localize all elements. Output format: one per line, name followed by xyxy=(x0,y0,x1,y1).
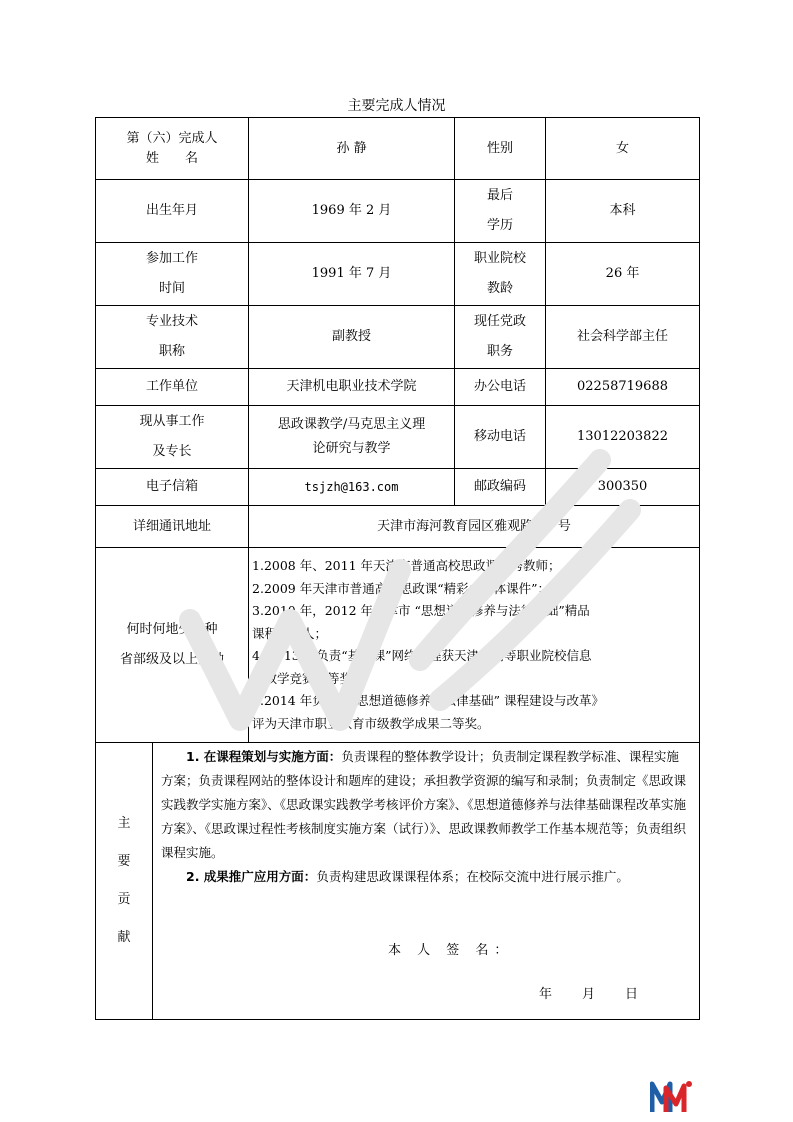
edu-label xyxy=(455,180,546,243)
unit-value: 天津机电职业技术学院 xyxy=(249,369,455,406)
date-day: 日 xyxy=(625,987,639,1002)
work-start-label-line1: 参加工作 xyxy=(146,251,199,266)
p1-heading: 1. 在课程策划与实施方面： xyxy=(186,749,342,764)
mobile-value: 13012203822 xyxy=(546,406,700,469)
contribution-label-char: 要 xyxy=(117,854,131,869)
awards-line: 1.2008 年、2011 年天津市普通高校思政课优秀教师； xyxy=(252,558,561,573)
specialty-value-line1: 思政课教学/马克思主义理 xyxy=(277,417,426,432)
name-label-line2: 姓 名 xyxy=(146,150,199,166)
school-age-value: 26 年 xyxy=(546,243,700,306)
awards-label xyxy=(96,548,249,743)
gender-value: 女 xyxy=(546,118,700,180)
address-value: 天津市海河教育园区雅观路 19 号 xyxy=(249,506,700,548)
contribution-label-char: 献 xyxy=(117,930,131,945)
awards-line: 化教学竞赛三等奖； xyxy=(252,670,365,686)
page-title: 主要完成人情况 xyxy=(347,98,446,114)
date-month: 月 xyxy=(582,987,596,1002)
awards-line: 评为天津市职业教育市级教学成果二等奖。 xyxy=(252,715,490,731)
post-label-line1: 现任党政 xyxy=(474,314,527,329)
contribution-paragraph-1 xyxy=(161,745,691,865)
pro-title-value: 副教授 xyxy=(249,306,455,369)
address-label: 详细通讯地址 xyxy=(96,506,249,548)
contribution-label-char: 主 xyxy=(117,816,131,831)
specialty-label-line1: 现从事工作 xyxy=(139,414,205,429)
work-start-value: 1991 年 7 月 xyxy=(249,243,455,306)
unit-label: 工作单位 xyxy=(96,369,249,406)
awards-line: 3.2010 年，2012 年天津市 “思想道德修养与法律基础”精品 xyxy=(252,603,590,618)
pro-title-label-line1: 专业技术 xyxy=(146,314,199,329)
contribution-paragraph-2 xyxy=(161,865,691,889)
main-table xyxy=(95,117,700,1020)
awards-line: 5.2014 年负责《“思想道德修养与法律基础” 课程建设与改革》 xyxy=(252,693,604,708)
p2-text: 负责构建思政课课程体系；在校际交流中进行展示推广。 xyxy=(316,869,629,884)
mobile-label: 移动电话 xyxy=(455,406,546,469)
specialty-label-line2: 及专长 xyxy=(152,444,192,459)
office-phone-label: 办公电话 xyxy=(455,369,546,406)
awards-list xyxy=(249,548,700,743)
pro-title-label xyxy=(96,306,249,369)
name-value: 孙 静 xyxy=(249,118,455,180)
signature-date xyxy=(539,983,638,1007)
gender-label: 性别 xyxy=(455,118,546,180)
school-age-label-line1: 职业院校 xyxy=(474,251,527,266)
edu-label-line1: 最后 xyxy=(487,188,514,203)
school-age-label xyxy=(455,243,546,306)
awards-line: 4. 2013 年负责“基础课”网络课程获天津市高等职业院校信息 xyxy=(252,648,592,663)
awards-line: 课程负责人； xyxy=(252,625,328,641)
name-label-line1: 第（六）完成人 xyxy=(126,130,218,146)
contribution-label-char: 贡 xyxy=(117,892,131,907)
specialty-label xyxy=(96,406,249,469)
p2-heading: 2. 成果推广应用方面： xyxy=(186,869,317,884)
p1-text: 负责课程的整体教学设计；负责制定课程教学标准、课程实施方案；负责课程网站的整体设计和题库的建设；承担教学资源的编写和录制；负责制定《思政课实践教学实施方案》、《思政课实践教学考核评价方案》、《思想道德修养与法律基础课程改革实施方案》、《思政课过程性考核制度实施方案（试行）》、思政课教师教学工作基本规范等；负责组织课程实施。 xyxy=(161,749,687,860)
postcode-value: 300350 xyxy=(546,469,700,506)
pro-title-label-line2: 职称 xyxy=(159,344,186,359)
work-start-label xyxy=(96,243,249,306)
post-label xyxy=(455,306,546,369)
awards-label-line2: 省部级及以上奖励 xyxy=(120,652,225,667)
name-label xyxy=(96,118,249,180)
contribution-label xyxy=(96,743,153,1020)
edu-value: 本科 xyxy=(546,180,700,243)
email-label: 电子信箱 xyxy=(96,469,249,506)
birth-label: 出生年月 xyxy=(96,180,249,243)
specialty-value-line2: 论研究与教学 xyxy=(312,441,391,456)
edu-label-line2: 学历 xyxy=(487,218,514,233)
birth-value: 1969 年 2 月 xyxy=(249,180,455,243)
awards-line: 2.2009 年天津市普通高校思政课“精彩多媒体课件”； xyxy=(252,580,551,596)
office-phone-value: 02258719688 xyxy=(546,369,700,406)
post-label-line2: 职务 xyxy=(487,344,514,359)
post-value: 社会科学部主任 xyxy=(546,306,700,369)
signature-label: 本 人 签 名： xyxy=(388,943,514,958)
awards-label-line1: 何时何地受何种 xyxy=(126,622,218,637)
contribution-content xyxy=(153,743,700,1020)
work-start-label-line2: 时间 xyxy=(159,281,186,296)
specialty-value xyxy=(249,406,455,469)
email-value: tsjzh@163.com xyxy=(249,469,455,506)
date-year: 年 xyxy=(539,987,553,1002)
brand-logo-icon xyxy=(650,1078,694,1114)
school-age-label-line2: 教龄 xyxy=(487,281,514,296)
postcode-label: 邮政编码 xyxy=(455,469,546,506)
